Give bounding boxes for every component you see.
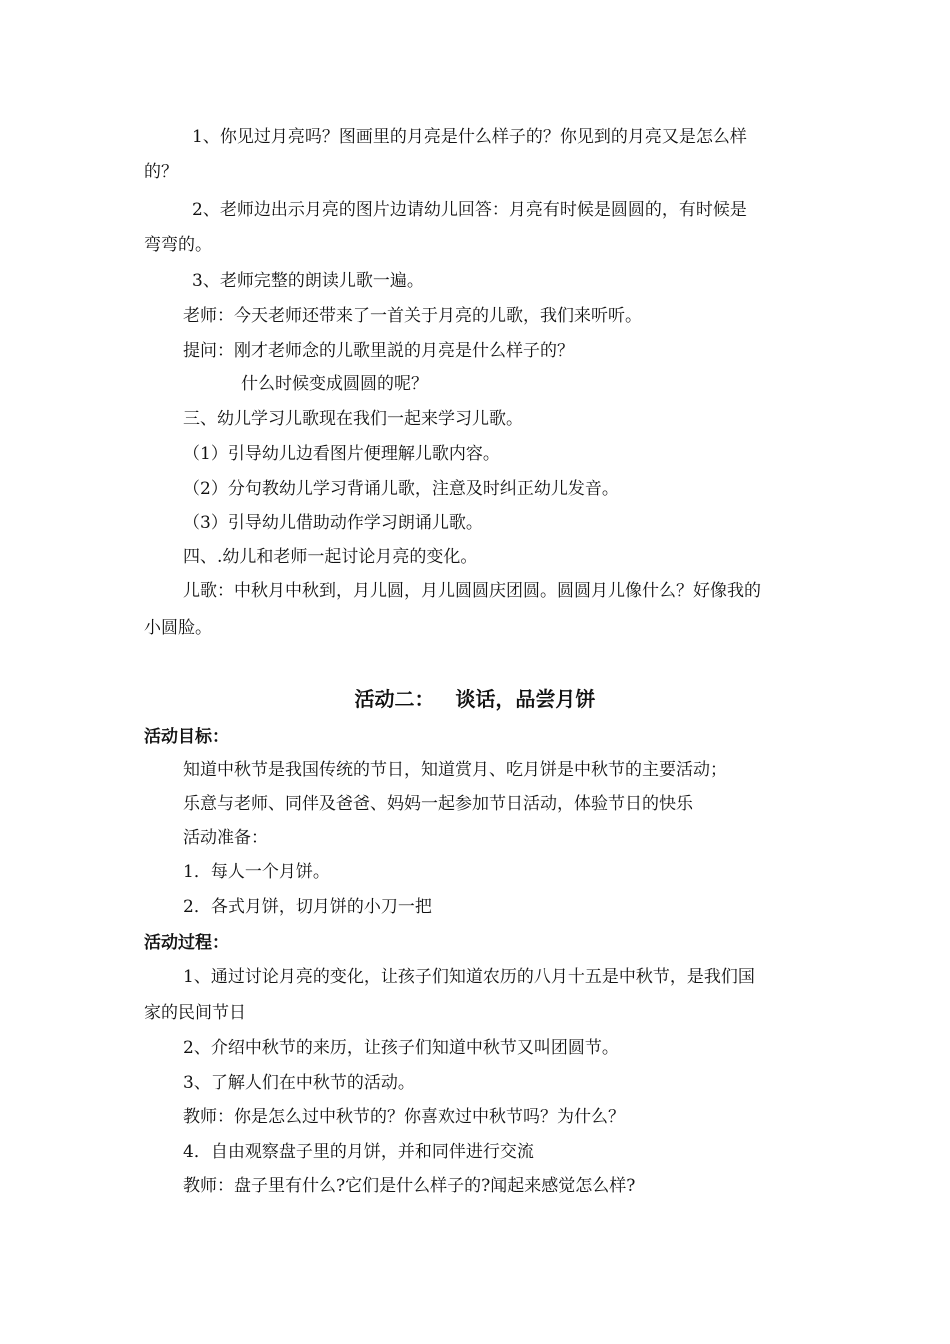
goals-heading: 活动目标： — [144, 727, 229, 747]
process-line: 教师：你是怎么过中秋节的？你喜欢过中秋节吗？为什么？ — [183, 1107, 625, 1127]
process-line: 2、介绍中秋节的来历，让孩子们知道中秋节又叫团圆节。 — [183, 1038, 619, 1058]
preparation-heading: 活动准备： — [183, 828, 268, 848]
paragraph-line: （1）引导幼儿边看图片便理解儿歌内容。 — [183, 444, 500, 464]
paragraph-line: 小圆脸。 — [144, 618, 212, 638]
process-line: 教师：盘子里有什么?它们是什么样子的?闻起来感觉怎么样? — [183, 1176, 636, 1196]
preparation-item: 2．各式月饼，切月饼的小刀一把 — [183, 897, 432, 917]
goal-line: 乐意与老师、同伴及爸爸、妈妈一起参加节日活动，体验节日的快乐 — [183, 794, 693, 814]
paragraph-line: 提问：刚才老师念的儿歌里説的月亮是什么样子的？ — [183, 341, 574, 361]
section-title: 活动二： 谈话，品尝月饼 — [354, 687, 596, 711]
paragraph-line: （3）引导幼儿借助动作学习朗诵儿歌。 — [183, 513, 483, 533]
process-line: 3、了解人们在中秋节的活动。 — [183, 1073, 415, 1093]
paragraph-line: 3、老师完整的朗读儿歌一遍。 — [192, 271, 424, 291]
paragraph-line: 四、.幼儿和老师一起讨论月亮的变化。 — [183, 547, 478, 567]
paragraph-line: （2）分句教幼儿学习背诵儿歌，注意及时纠正幼儿发音。 — [183, 479, 619, 499]
process-heading: 活动过程： — [144, 933, 229, 953]
paragraph-line: 三、幼儿学习儿歌现在我们一起来学习儿歌。 — [183, 409, 523, 429]
paragraph-line: 1、你见过月亮吗？图画里的月亮是什么样子的？你见到的月亮又是怎么样 — [192, 127, 747, 147]
paragraph-line: 儿歌：中秋月中秋到，月儿圆，月儿圆圆庆团圆。圆圆月儿像什么？好像我的 — [183, 581, 761, 601]
process-line: 1、通过讨论月亮的变化，让孩子们知道农历的八月十五是中秋节，是我们国 — [183, 967, 755, 987]
process-line: 4．自由观察盘子里的月饼，并和同伴进行交流 — [183, 1142, 534, 1162]
preparation-item: 1．每人一个月饼。 — [183, 862, 330, 882]
paragraph-line: 弯弯的。 — [144, 235, 212, 255]
paragraph-line: 的？ — [144, 162, 178, 182]
paragraph-line: 什么时候变成圆圆的呢？ — [241, 374, 428, 394]
paragraph-line: 老师：今天老师还带来了一首关于月亮的儿歌，我们来听听。 — [183, 306, 642, 326]
process-line: 家的民间节日 — [144, 1003, 246, 1023]
paragraph-line: 2、老师边出示月亮的图片边请幼儿回答：月亮有时候是圆圆的，有时候是 — [192, 200, 747, 220]
goal-line: 知道中秋节是我国传统的节日，知道赏月、吃月饼是中秋节的主要活动； — [183, 760, 727, 780]
